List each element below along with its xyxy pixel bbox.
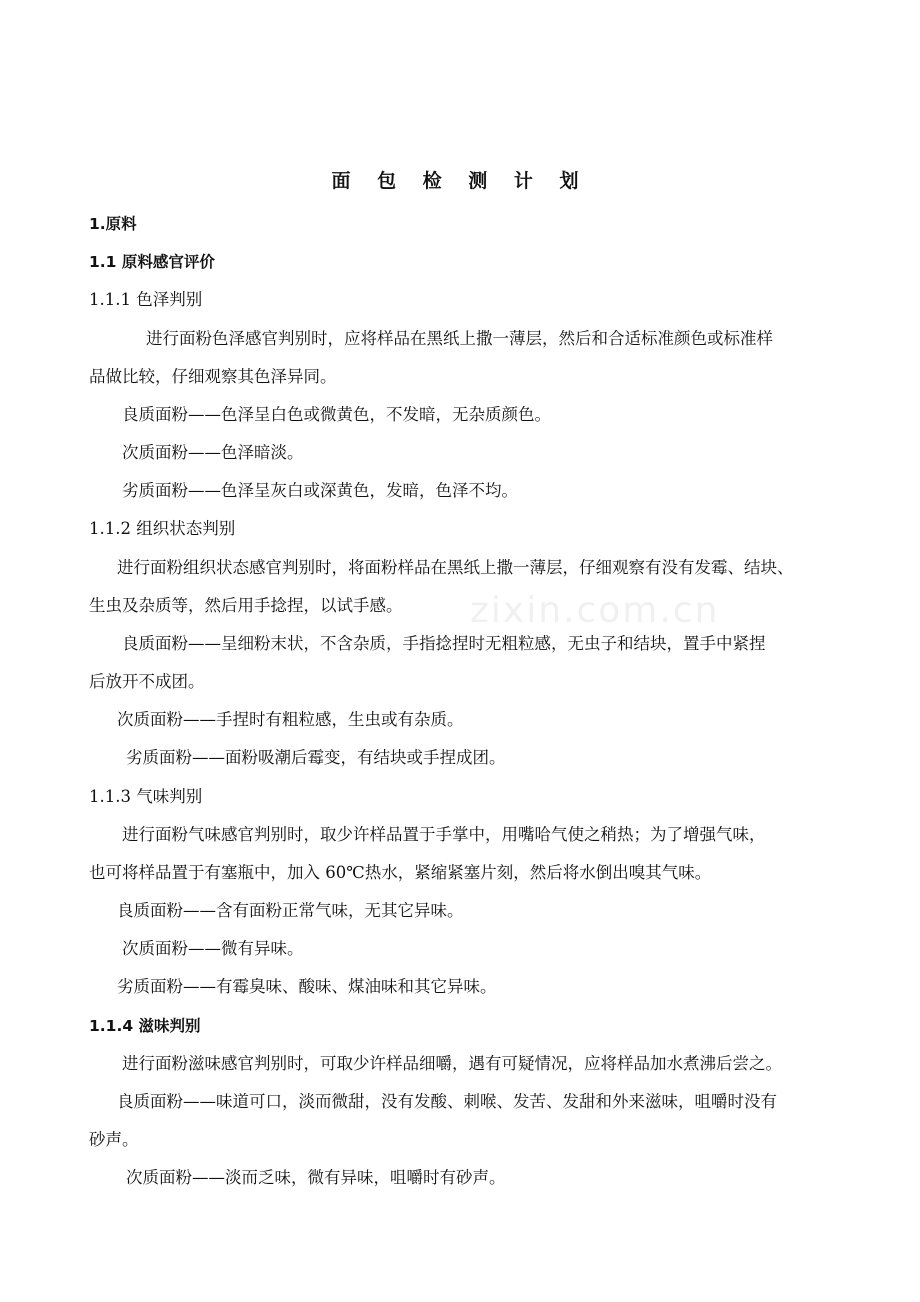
paragraph-line: 次质面粉——微有异味。: [122, 939, 304, 958]
heading-1-1-3: 1.1.3 气味判别: [89, 787, 203, 806]
paragraph-line: 进行面粉色泽感官判别时，应将样品在黑纸上撒一薄层，然后和合适标准颜色或标准样: [146, 329, 773, 348]
watermark: zixin.com.cn: [470, 590, 720, 631]
paragraph-line: 也可将样品置于有塞瓶中，加入 60℃热水，紧缩紧塞片刻，然后将水倒出嗅其气味。: [89, 863, 712, 882]
paragraph-line: 次质面粉——色泽暗淡。: [122, 443, 304, 462]
paragraph-line: 劣质面粉——面粉吸潮后霉变，有结块或手捏成团。: [126, 748, 506, 767]
paragraph-line: 次质面粉——淡而乏味，微有异味，咀嚼时有砂声。: [126, 1168, 506, 1187]
heading-1-1-1: 1.1.1 色泽判别: [89, 290, 203, 309]
paragraph-line: 次质面粉——手捏时有粗粒感，生虫或有杂质。: [117, 710, 464, 729]
paragraph-line: 生虫及杂质等，然后用手捻捏，以试手感。: [89, 596, 403, 615]
paragraph-line: 良质面粉——含有面粉正常气味，无其它异味。: [117, 901, 464, 920]
paragraph-line: 进行面粉气味感官判别时，取少许样品置于手掌中，用嘴哈气使之稍热；为了增强气味，: [122, 825, 766, 844]
heading-section-1-1: 1.1 原料感官评价: [89, 253, 215, 271]
paragraph-line: 品做比较，仔细观察其色泽异同。: [89, 367, 337, 386]
page-title: 面 包 检 测 计 划: [331, 170, 589, 192]
paragraph-line: 劣质面粉——色泽呈灰白或深黄色，发暗，色泽不均。: [122, 481, 518, 500]
heading-1-1-4: 1.1.4 滋味判别: [89, 1017, 201, 1035]
paragraph-line: 良质面粉——味道可口，淡而微甜，没有发酸、刺喉、发苦、发甜和外来滋味，咀嚼时没有: [117, 1092, 777, 1111]
paragraph-line: 进行面粉滋味感官判别时，可取少许样品细嚼，遇有可疑情况，应将样品加水煮沸后尝之。: [122, 1054, 782, 1073]
heading-1-1-2: 1.1.2 组织状态判别: [89, 519, 236, 538]
paragraph-line: 后放开不成团。: [89, 672, 205, 691]
paragraph-line: 良质面粉——色泽呈白色或微黄色，不发暗，无杂质颜色。: [122, 405, 551, 424]
heading-section-1: 1.原料: [89, 215, 137, 233]
paragraph-line: 劣质面粉——有霉臭味、酸味、煤油味和其它异味。: [117, 977, 497, 996]
paragraph-line: 良质面粉——呈细粉末状，不含杂质，手指捻捏时无粗粒感，无虫子和结块，置手中紧捏: [122, 634, 766, 653]
paragraph-line: 砂声。: [89, 1130, 139, 1149]
paragraph-line: 进行面粉组织状态感官判别时，将面粉样品在黑纸上撒一薄层，仔细观察有没有发霉、结块、: [117, 558, 794, 577]
